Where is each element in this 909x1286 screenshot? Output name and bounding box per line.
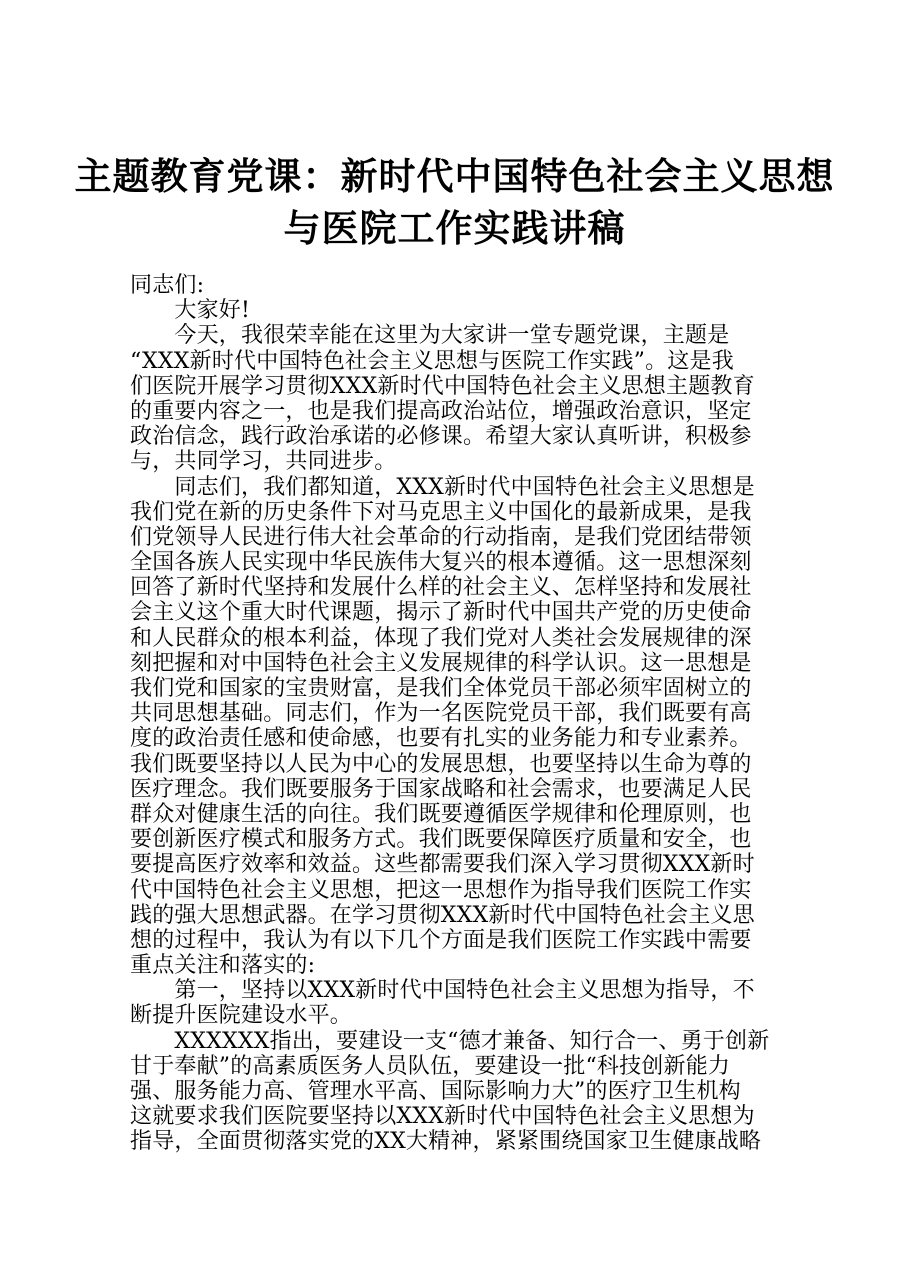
body-line: 刻把握和对中国特色社会主义发展规律的科学认识。这一思想是: [130, 650, 752, 676]
body-line: 共同思想基础。同志们，作为一名医院党员干部，我们既要有高: [130, 701, 752, 727]
document-title: [0, 150, 909, 254]
body-line: 这就要求我们医院要坚持以XXX新时代中国特色社会主义思想为: [130, 1104, 755, 1130]
body-line: 指导，全面贯彻落实党的XX大精神，紧紧围绕国家卫生健康战略: [130, 1129, 762, 1155]
body-line: 同志们:: [130, 273, 205, 298]
body-line: 的重要内容之一，也是我们提高政治站位，增强政治意识，坚定: [130, 398, 752, 424]
body-line: 大家好!: [130, 298, 251, 324]
body-line: 甘于奉献”的高素质医务人员队伍，要建设一批“科技创新能力: [130, 1053, 731, 1079]
body-line: 政治信念，践行政治承诺的必修课。希望大家认真听讲，积极参: [130, 424, 752, 450]
body-line: XXXXXX指出，要建设一支“德才兼备、知行合一、勇于创新: [130, 1028, 770, 1054]
body-line: 重点关注和落实的:: [130, 953, 316, 979]
body-line: 强、服务能力高、管理水平高、国际影响力大”的医疗卫生机构: [130, 1079, 741, 1104]
body-line: 全国各族人民实现中华民族伟大复兴的根本遵循。这一思想深刻: [130, 550, 752, 576]
body-line: 度的政治责任感和使命感，也要有扎实的业务能力和专业素养。: [130, 726, 752, 752]
body-line: 要创新医疗模式和服务方式。我们既要保障医疗质量和安全，也: [130, 827, 752, 853]
title-line-1: 主题教育党课：新时代中国特色社会主义思想: [74, 154, 835, 198]
body-line: 回答了新时代坚持和发展什么样的社会主义、怎样坚持和发展社: [130, 575, 752, 601]
body-line: 们医院开展学习贯彻XXX新时代中国特色社会主义思想主题教育: [130, 373, 755, 399]
body-line: 今天，我很荣幸能在这里为大家讲一堂专题党课，主题是: [130, 323, 730, 349]
body-line: 要提高医疗效率和效益。这些都需要我们深入学习贯彻XXX新时: [130, 852, 755, 878]
body-line: 和人民群众的根本利益，体现了我们党对人类社会发展规律的深: [130, 625, 752, 651]
body-line: 我们党在新的历史条件下对马克思主义中国化的最新成果，是我: [130, 499, 752, 525]
body-line: 群众对健康生活的向往。我们既要遵循医学规律和伦理原则，也: [130, 801, 752, 827]
body-line: 代中国特色社会主义思想，把这一思想作为指导我们医院工作实: [130, 877, 752, 903]
document-body: [130, 273, 810, 1155]
body-line: 第一，坚持以XXX新时代中国特色社会主义思想为指导，不: [130, 978, 755, 1004]
body-line: 断提升医院建设水平。: [130, 1003, 353, 1029]
body-line: 会主义这个重大时代课题，揭示了新时代中国共产党的历史使命: [130, 600, 752, 626]
body-line: 想的过程中，我认为有以下几个方面是我们医院工作实践中需要: [130, 927, 752, 953]
body-line: “XXX新时代中国特色社会主义思想与医院工作实践”。这是我: [130, 348, 734, 374]
body-line: 我们既要坚持以人民为中心的发展思想，也要坚持以生命为尊的: [130, 751, 752, 777]
body-line: 医疗理念。我们既要服务于国家战略和社会需求，也要满足人民: [130, 776, 752, 802]
body-line: 同志们，我们都知道，XXX新时代中国特色社会主义思想是: [130, 474, 755, 500]
body-line: 践的强大思想武器。在学习贯彻XXX新时代中国特色社会主义思: [130, 902, 755, 928]
body-line: 们党领导人民进行伟大社会革命的行动指南，是我们党团结带领: [130, 524, 752, 550]
body-line: 我们党和国家的宝贵财富，是我们全体党员干部必须牢固树立的: [130, 676, 752, 701]
body-line: 与，共同学习，共同进步。: [130, 449, 397, 475]
title-line-2: 与医院工作实践讲稿: [283, 206, 626, 250]
